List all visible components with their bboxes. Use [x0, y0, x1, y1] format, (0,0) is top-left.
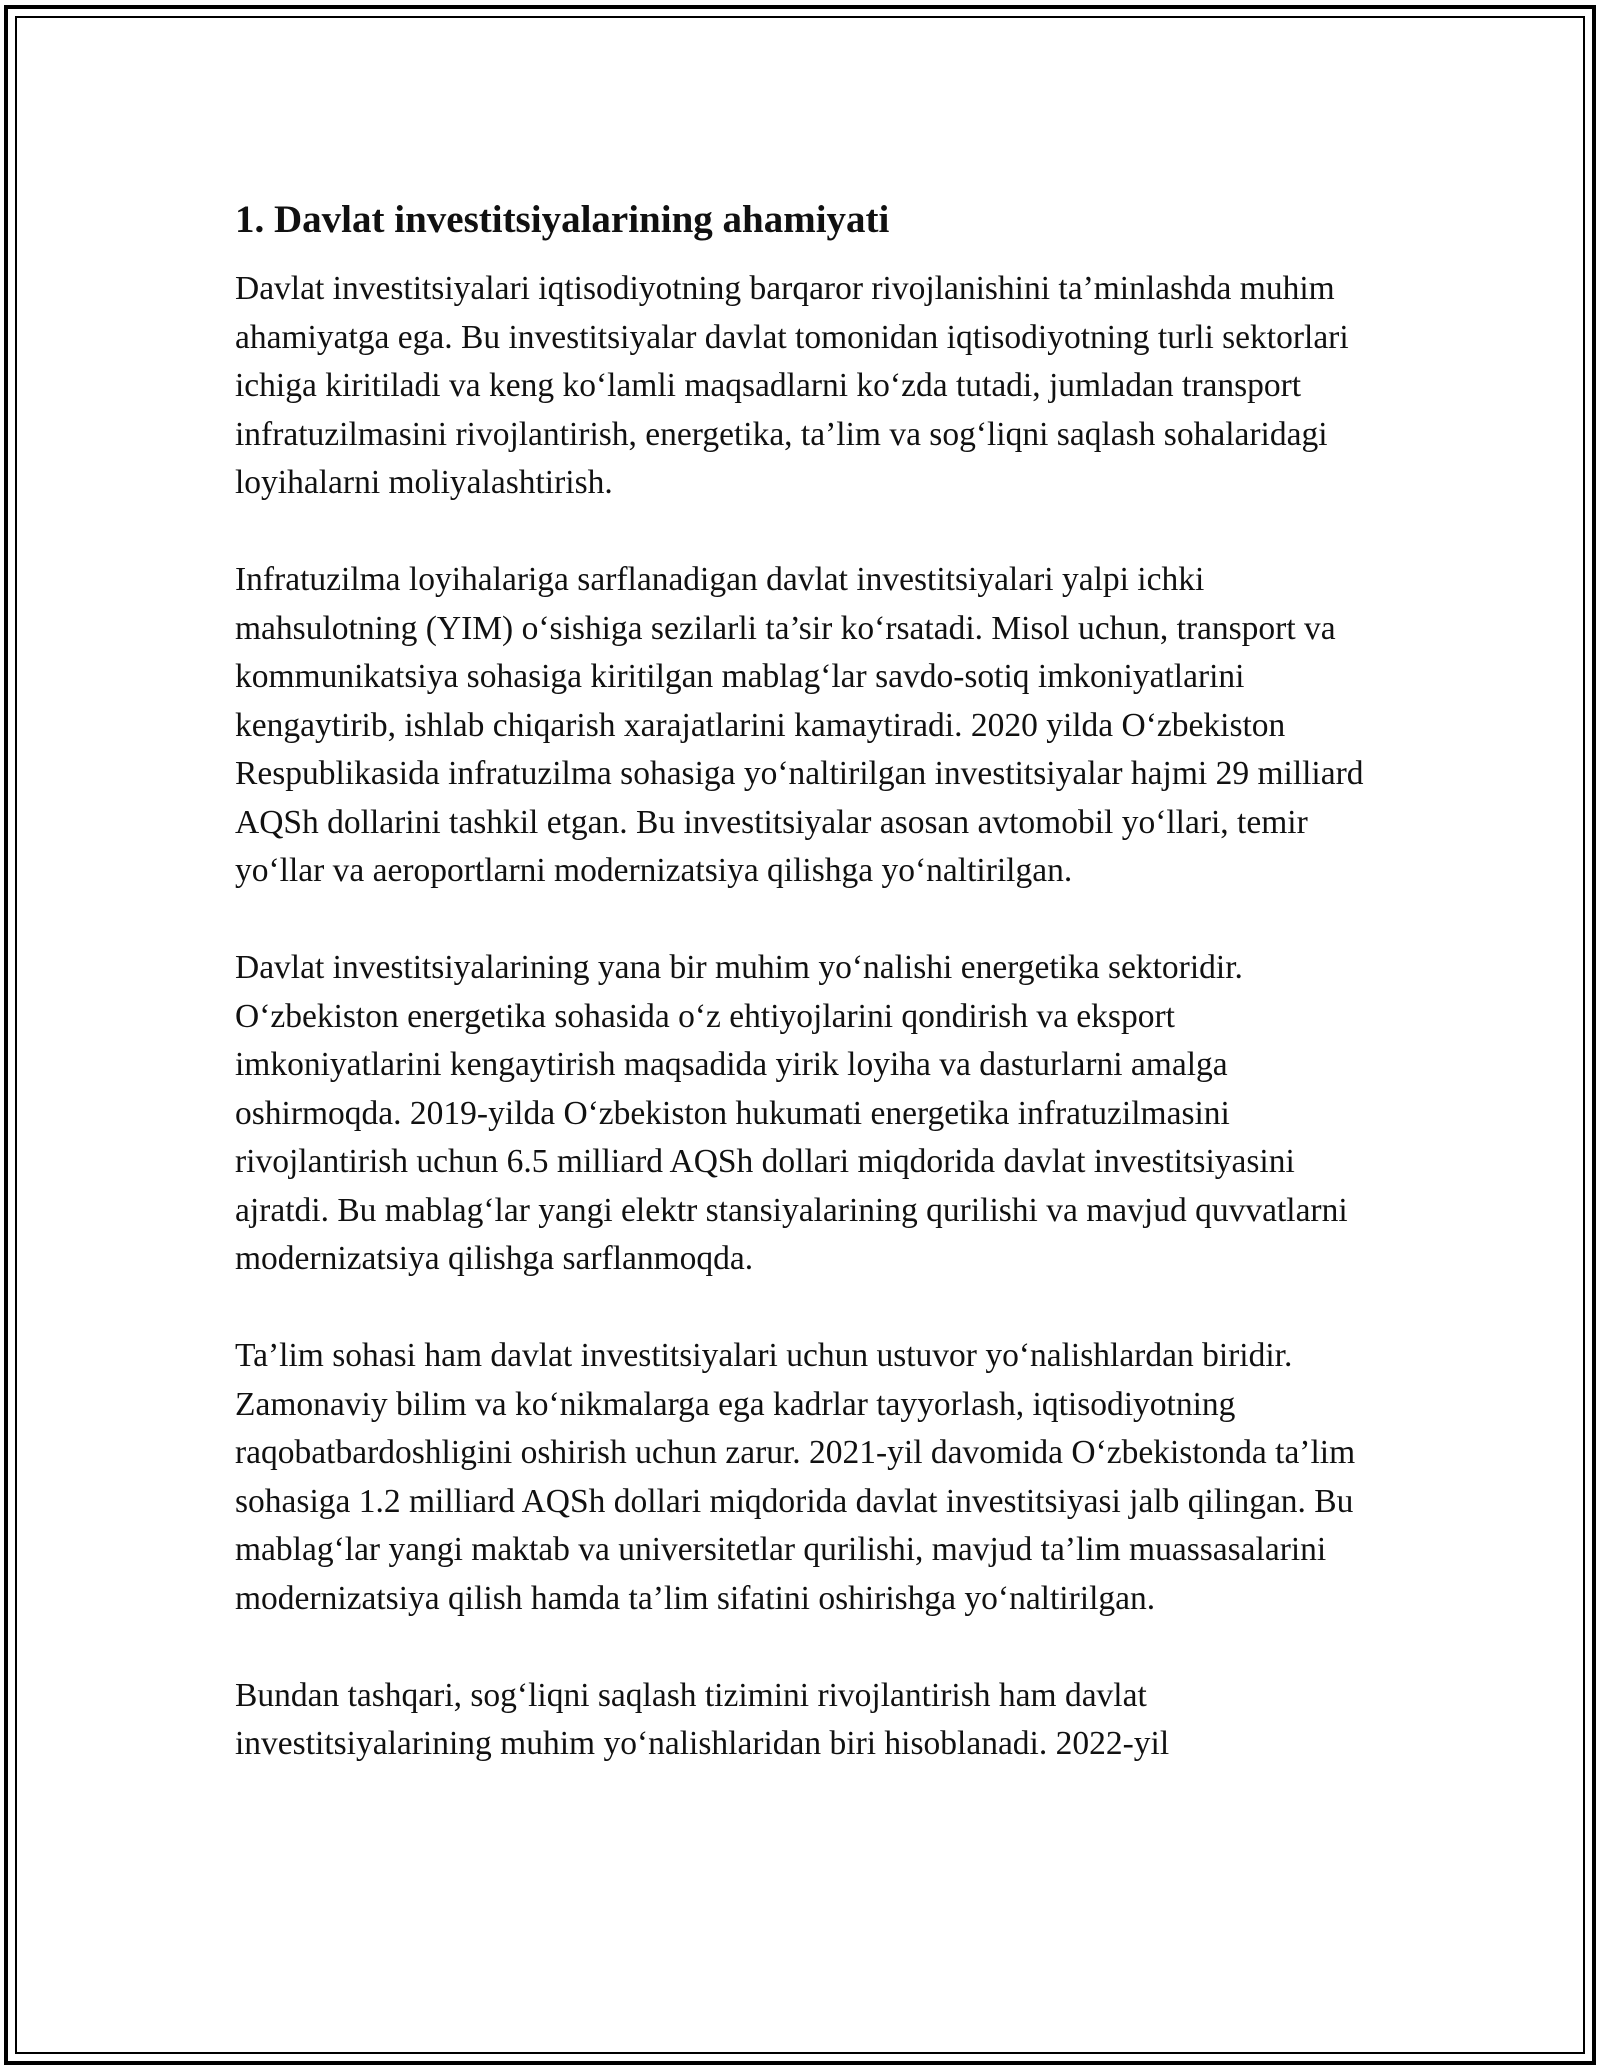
paragraph-infrastructure: Infratuzilma loyihalariga sarflanadigan davlat investitsiyalari yalpi ichki mahsulotning (YIM) o‘sishiga sezilarli ta’sir ko‘rsatadi. Misol uchun, transport va kommunikatsiya sohasiga kiritilgan mablag‘lar savdo-sotiq imkoniyatlarini kengaytirib, ishlab chiqarish xarajatlarini kamaytiradi. 2020 yilda O‘zbekiston Respublikasida infratuzilma sohasiga yo‘naltirilgan investitsiyalar hajmi 29 milliard AQSh dollarini tashkil etgan. Bu investitsiyalar asosan avtomobil yo‘llari, temir yo‘llar va aeroportlarni modernizatsiya qilishga yo‘naltirilgan.: [235, 561, 1364, 889]
document-body: [235, 184, 1365, 1817]
paragraph-energy: Davlat investitsiyalarining yana bir muhim yo‘nalishi energetika sektoridir. O‘zbekiston energetika sohasida o‘z ehtiyojlarini qondirish va eksport imkoniyatlarini kengaytirish maqsadida yirik loyiha va dasturlarni amalga oshirmoqda. 2019-yilda O‘zbekiston hukumati energetika infratuzilmasini rivojlantirish uchun 6.5 milliard AQSh dollari miqdorida davlat investitsiyasini ajratdi. Bu mablag‘lar yangi elektr stansiyalarining qurilishi va mavjud quvvatlarni modernizatsiya qilishga sarflanmoqda.: [235, 949, 1348, 1277]
paragraph-intro: Davlat investitsiyalari iqtisodiyotning barqaror rivojlanishini ta’minlashda muhim ahamiyatga ega. Bu investitsiyalar davlat tomonidan iqtisodiyotning turli sektorlari ichiga kiritiladi va keng ko‘lamli maqsadlarni ko‘zda tutadi, jumladan transport infratuzilmasini rivojlantirish, energetika, ta’lim va sog‘liqni saqlash sohalaridagi loyihalarni moliyalashtirish.: [235, 270, 1349, 501]
section-heading: 1. Davlat investitsiyalarining ahamiyati: [235, 198, 890, 241]
paragraph-education: Ta’lim sohasi ham davlat investitsiyalari uchun ustuvor yo‘nalishlardan biridir. Zamonaviy bilim va ko‘nikmalarga ega kadrlar tayyorlash, iqtisodiyotning raqobatbardoshligini oshirish uchun zarur. 2021-yil davomida O‘zbekistonda ta’lim sohasiga 1.2 milliard AQSh dollari miqdorida davlat investitsiyasi jalb qilingan. Bu mablag‘lar yangi maktab va universitetlar qurilishi, mavjud ta’lim muassasalarini modernizatsiya qilish hamda ta’lim sifatini oshirishga yo‘naltirilgan.: [235, 1337, 1356, 1617]
paragraph-healthcare: Bundan tashqari, sog‘liqni saqlash tizimini rivojlantirish ham davlat investitsiyalarining muhim yo‘nalishlaridan biri hisoblanadi. 2022-yil: [235, 1676, 1170, 1762]
